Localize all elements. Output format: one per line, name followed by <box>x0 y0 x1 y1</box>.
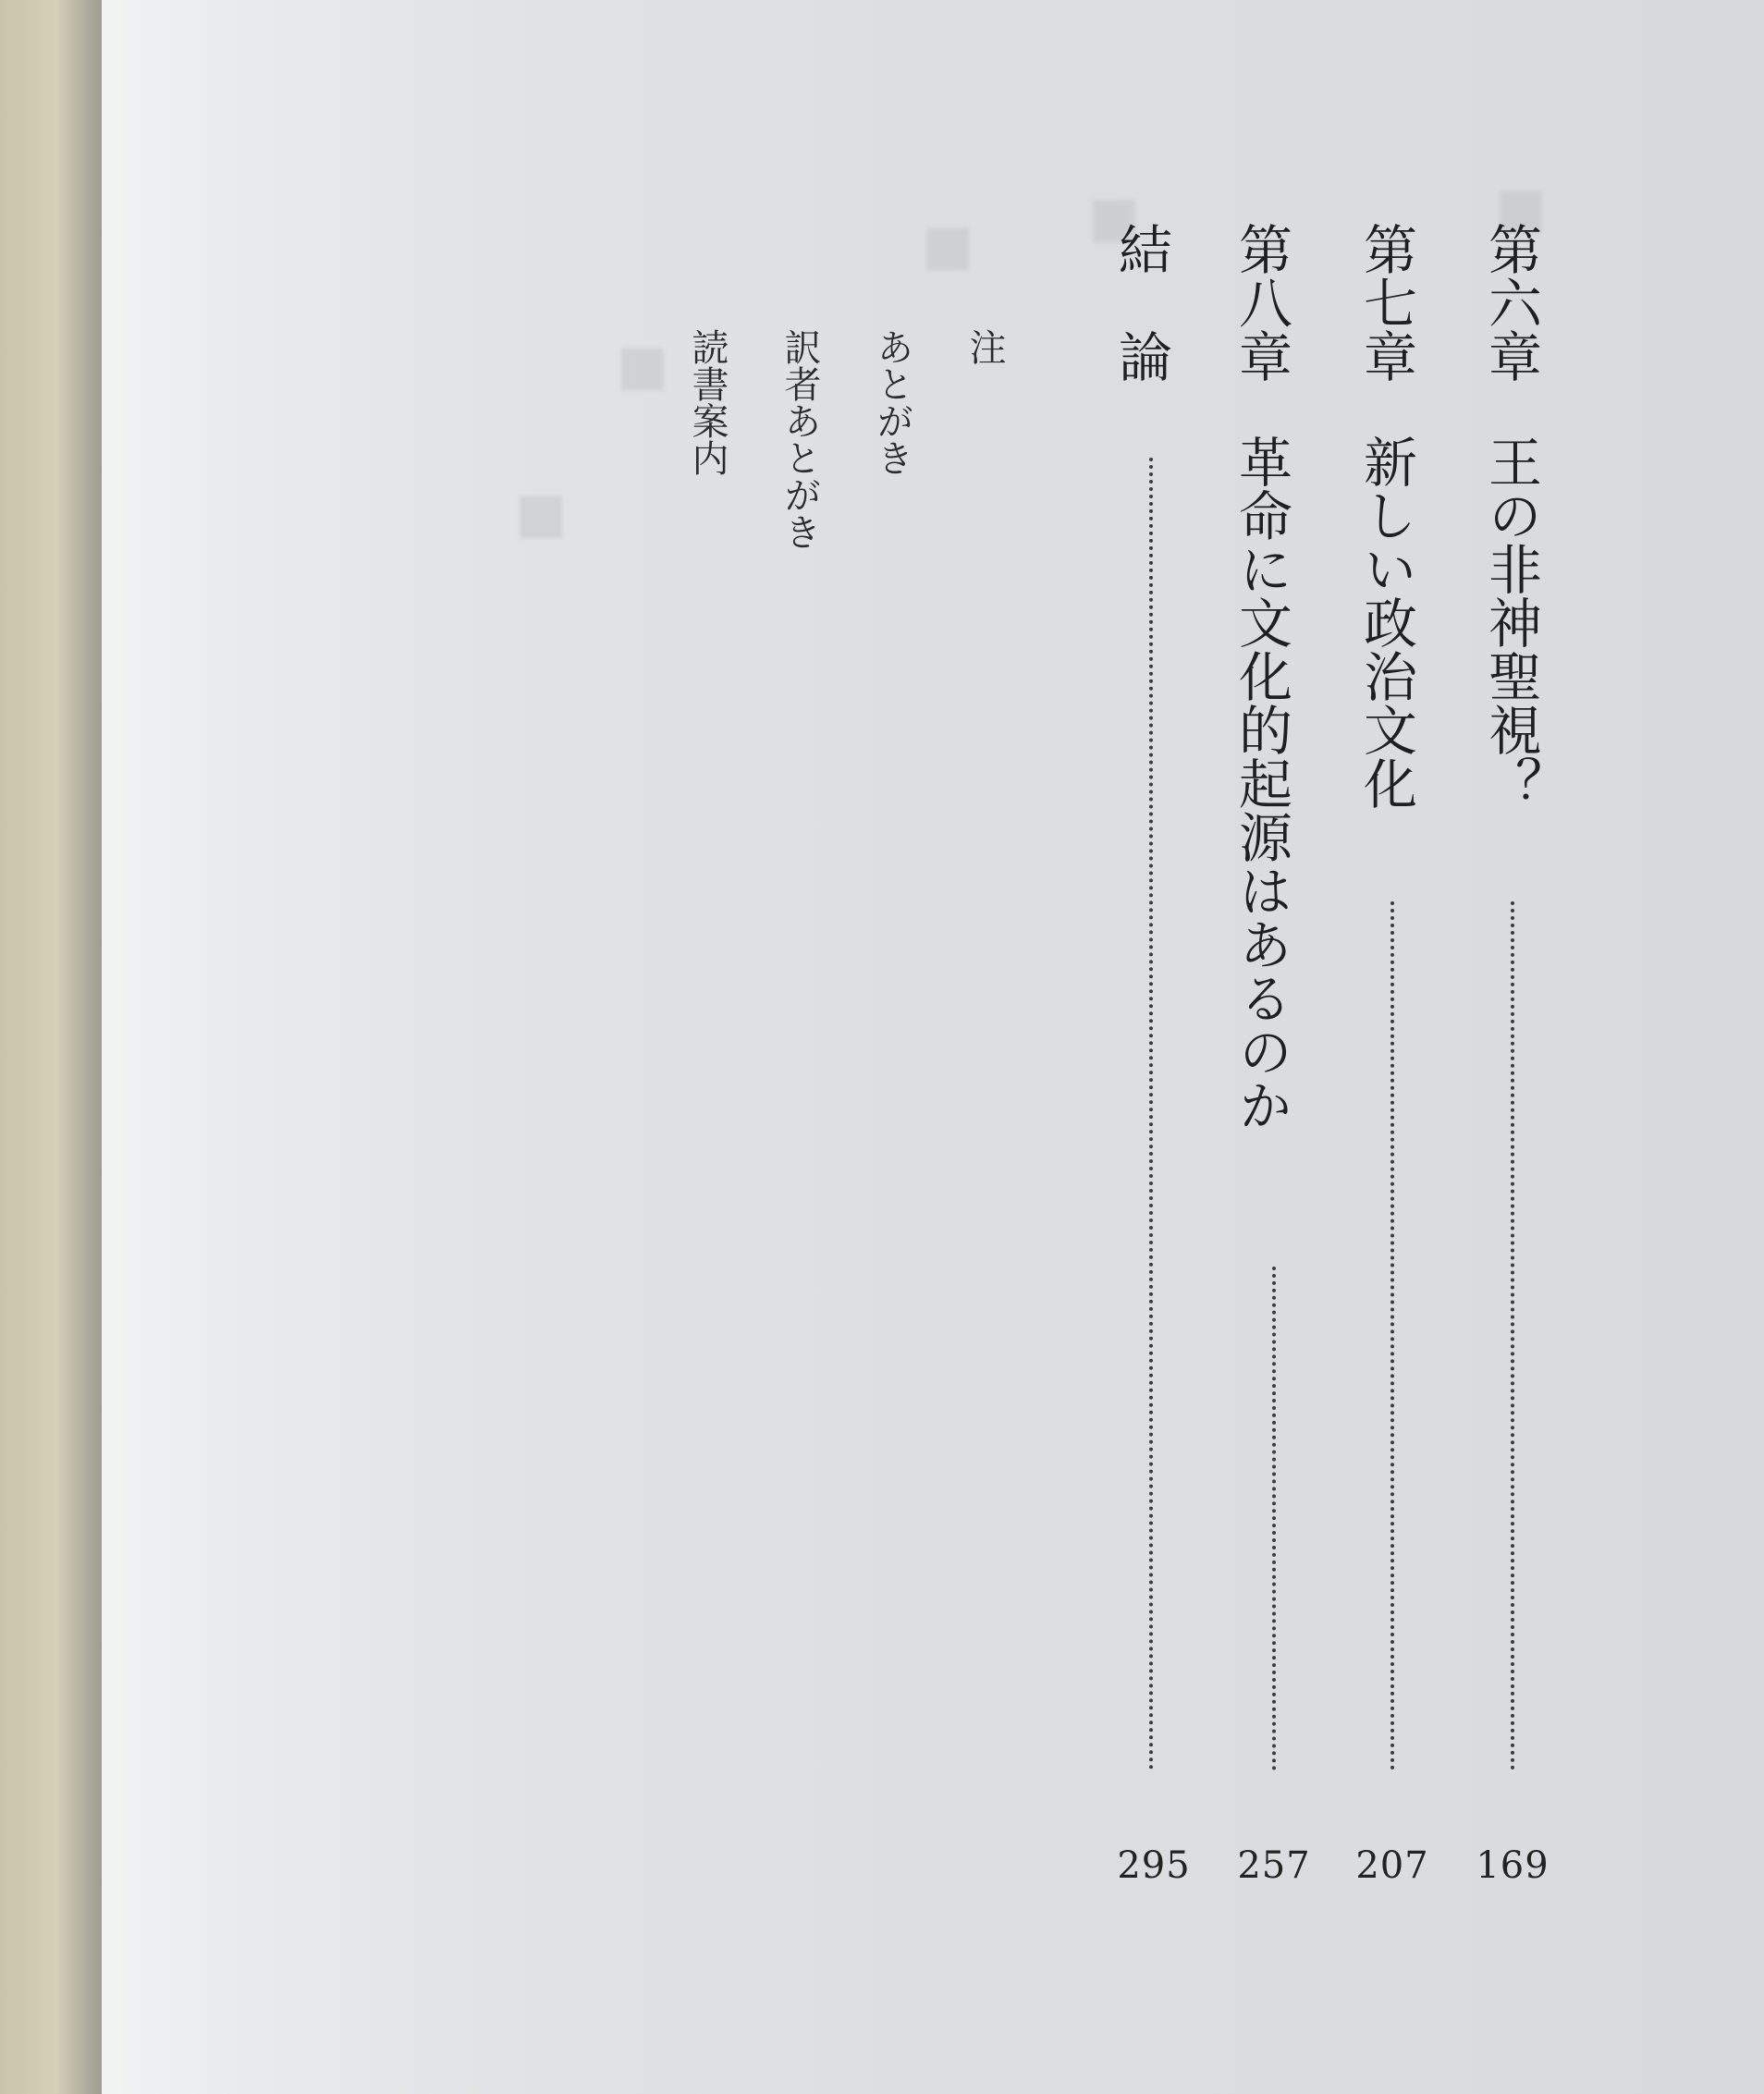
chapter-6-leader-dots <box>1511 901 1514 1770</box>
chapter-8-label: 第八章 <box>1230 222 1292 383</box>
show-through-decoration: ■ <box>508 481 573 551</box>
show-through-decoration: ■ <box>915 213 980 283</box>
back-matter-notes[interactable]: 注 <box>963 328 1006 365</box>
back-matter-afterword[interactable]: あとがき <box>871 328 913 476</box>
chapter-7-label: 第七章 <box>1354 222 1417 383</box>
chapter-6-page-number: 169 <box>1476 1844 1550 1887</box>
back-matter-reading-guide[interactable]: 読書案内 <box>686 328 729 476</box>
chapter-7-page-number: 207 <box>1355 1844 1429 1887</box>
back-matter-translator-afterword[interactable]: 訳者あとがき <box>778 328 821 550</box>
chapter-6-label: 第六章 <box>1479 222 1542 383</box>
show-through-decoration: ■ <box>1082 185 1146 255</box>
conclusion-label[interactable]: 結 論 <box>1109 222 1172 383</box>
conclusion-page-number: 295 <box>1117 1844 1191 1887</box>
chapter-8-page-number: 257 <box>1237 1844 1311 1887</box>
show-through-decoration: ■ <box>610 333 675 403</box>
conclusion-leader-dots <box>1149 458 1153 1770</box>
chapter-6-title[interactable]: 王の非神聖視？ <box>1479 435 1542 810</box>
chapter-7-title[interactable]: 新しい政治文化 <box>1354 435 1417 810</box>
show-through-decoration: ■ <box>1488 176 1553 246</box>
chapter-8-title[interactable]: 革命に文化的起源はあるのか <box>1230 435 1292 1132</box>
book-spine-edge <box>0 0 102 2094</box>
chapter-7-leader-dots <box>1390 901 1394 1770</box>
chapter-8-leader-dots <box>1272 1267 1276 1770</box>
